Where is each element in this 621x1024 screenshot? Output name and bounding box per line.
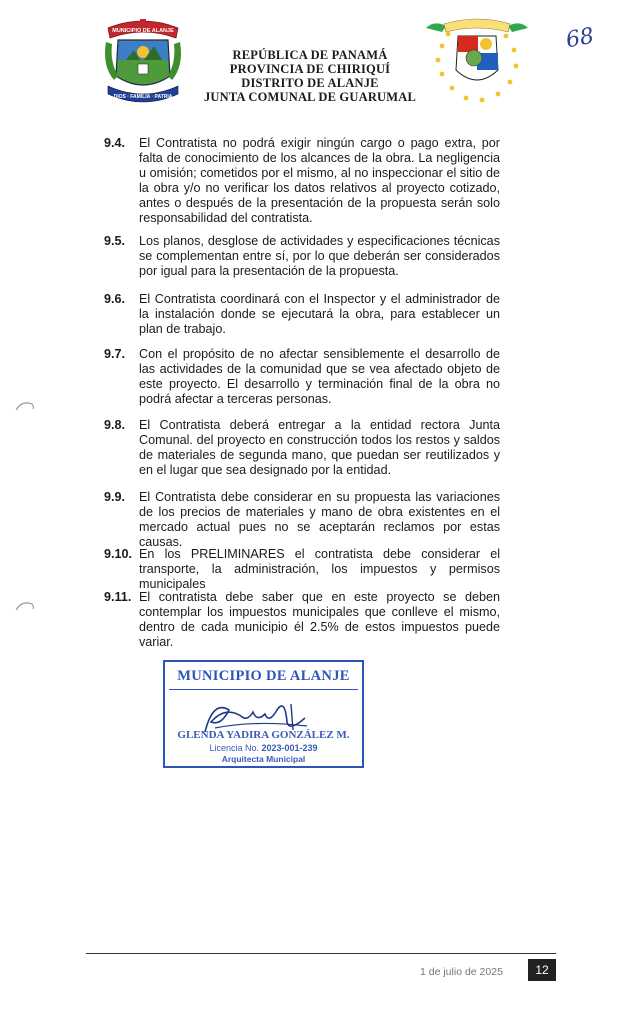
architect-role: Arquitecta Municipal [221,754,306,764]
license-line [165,743,362,753]
clause-number: 9.7. [104,347,126,361]
clause-9-5 [104,234,500,279]
clause-number: 9.4. [104,136,126,150]
clause-text: El Contratista deberá entregar a la entidad rectora Junta Comunal. del proyecto en construcción todos los restos y saldos de materiales de segunda mano, que puedan ser reutilizados y en el lugar que sea designado por la entidad. [139,418,500,477]
junta-comunal-emblem [424,18,530,110]
license-number: 2023-001-239 [261,743,318,753]
clause-text: Los planos, desglose de actividades y especificaciones técnicas se complementan entre sí, por lo que deberán ser considerados por igual para la presentación de la propuesta. [139,234,500,278]
header-line-district: DISTRITO DE ALANJE [241,76,379,90]
clause-text: Con el propósito de no afectar sensiblemente el desarrollo de las actividades de la comunidad que se vea afectado objeto de este proyecto. El desarrollo y terminación final de la obra no podrá afectar a terceras personas. [139,347,500,406]
municipal-stamp [163,660,364,768]
clause-number: 9.5. [104,234,126,248]
clause-9-6 [104,292,500,337]
clause-text: En los PRELIMINARES el contratista debe considerar el transporte, la administración, los impuestos y permisos municipales [139,547,500,591]
emblem-ribbon-text: MUNICIPIO DE ALANJE [112,28,174,34]
page-number-badge: 12 [528,959,556,981]
header-line-province: PROVINCIA DE CHIRIQUÍ [229,62,391,76]
clause-9-7 [104,347,500,407]
clause-number: 9.11. [104,590,132,604]
clause-number: 9.8. [104,418,126,432]
document-header [190,48,430,104]
clause-9-4 [104,136,500,226]
emblem-motto-text: DIOS · FAMILIA · PATRIA [113,94,173,100]
clause-text: El contratista debe saber que en este proyecto se deben contemplar los impuestos municipales que conlleve el mismo, dentro de cada municipio él 2.5% de estos impuestos puede variar. [139,590,500,649]
punch-hole-mark [14,598,36,614]
header-line-junta: JUNTA COMUNAL DE GUARUMAL [203,90,417,104]
clause-number: 9.6. [104,292,126,306]
footer-date: 1 de julio de 2025 [420,966,503,978]
clause-number: 9.10. [104,547,133,561]
punch-hole-mark [14,398,36,414]
footer-rule [86,953,556,954]
clause-9-8 [104,418,500,478]
stamp-divider [169,689,358,690]
header-line-republic: REPÚBLICA DE PANAMÁ [232,48,388,62]
clause-text: El Contratista no podrá exigir ningún cargo o pago extra, por falta de conocimiento de los alcances de la obra. La negligencia u omisión; cometidos por el mismo, al no inspeccionar el sitio de la obra y/o no verificar los datos relativos al proyecto cotizado, antes o después de la presentación de la propuesta serán solo responsabilidad del contratista. [139,136,500,225]
clause-9-9 [104,490,500,550]
clause-text: El Contratista coordinará con el Inspector y el administrador de la instalación donde se ejecutará la obra, para establecer un plan de trabajo. [139,292,500,336]
clause-text: El Contratista debe considerar en su propuesta las variaciones de los precios de materiales y mano de obra existentes en el mercado actual pues no se aceptarán reclamos por estas causas. [139,490,500,549]
license-label: Licencia No. [209,743,259,753]
clause-number: 9.9. [104,490,126,504]
municipio-alanje-emblem [100,16,186,110]
clause-9-10 [104,547,500,592]
stamp-title: MUNICIPIO DE ALANJE [177,668,350,684]
architect-name: GLENDA YADIRA GONZÁLEZ M. [177,729,350,741]
handwritten-page-number: 68 [564,23,596,54]
clause-9-11 [104,590,500,650]
